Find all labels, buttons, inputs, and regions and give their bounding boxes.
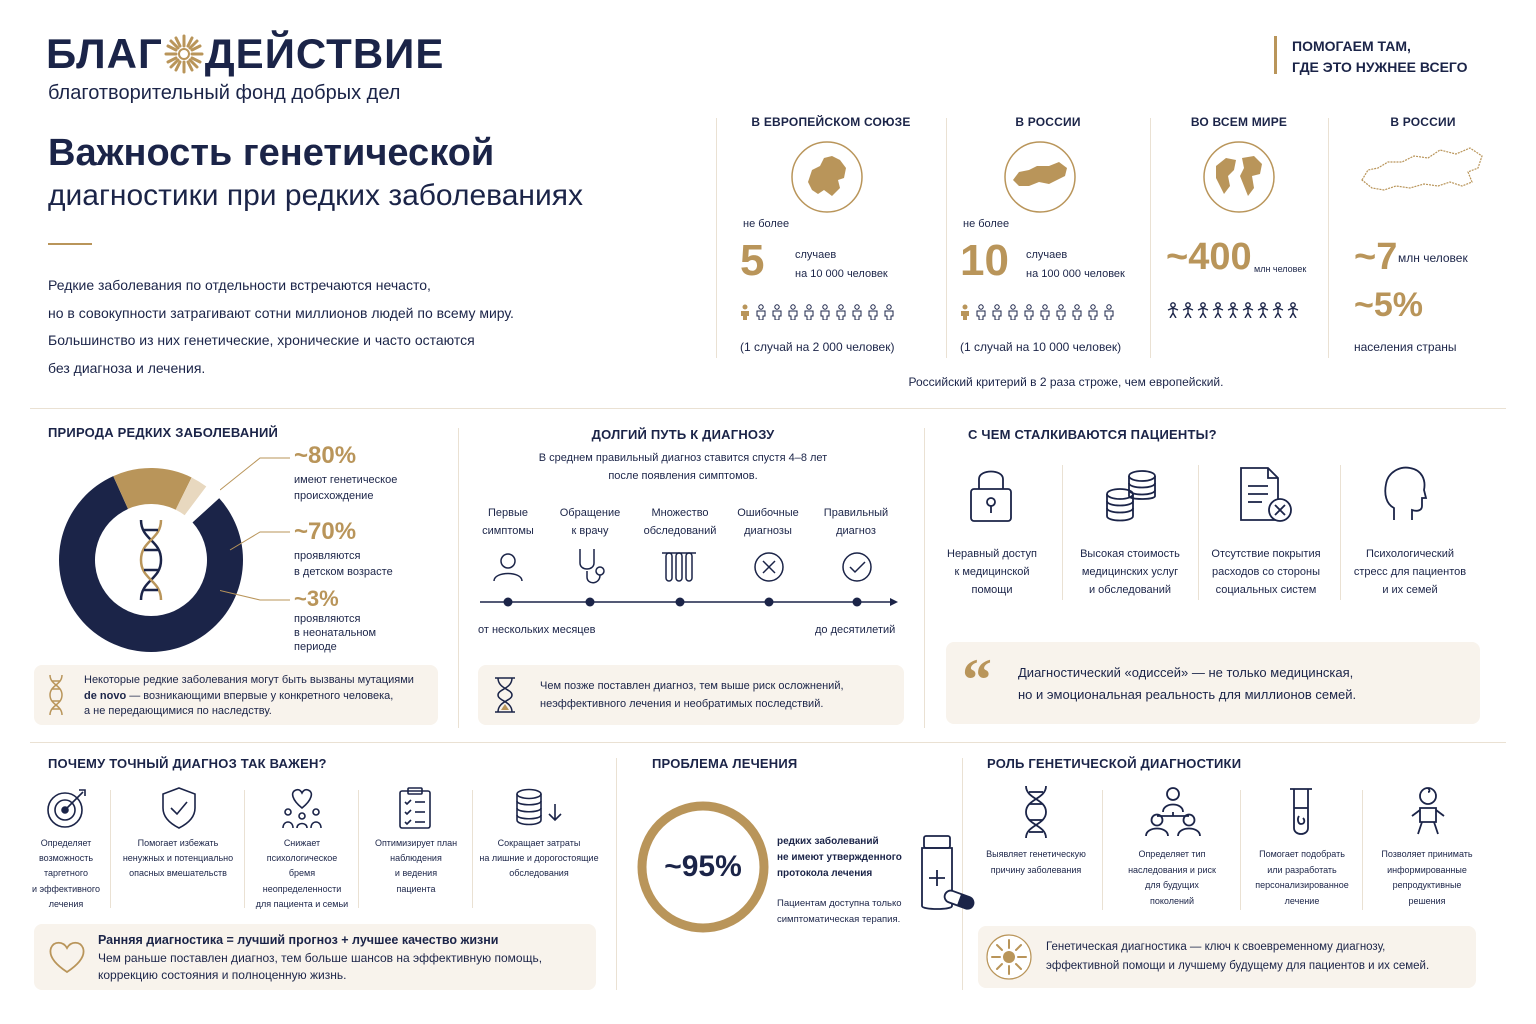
dna-icon — [141, 520, 161, 600]
why-note-box — [34, 924, 596, 990]
why-note-line: коррекцию состояния и полноценную жизнь. — [98, 968, 347, 982]
why-line: ненужных и потенциально — [122, 853, 234, 864]
challenge-line: социальных систем — [1215, 584, 1317, 596]
divider — [244, 790, 245, 908]
why-label — [246, 836, 358, 912]
divider — [1340, 465, 1341, 600]
divider — [946, 118, 947, 358]
why-line: возможность — [38, 853, 94, 864]
nature-line: имеют генетическое — [294, 474, 398, 486]
person-icon — [1181, 302, 1195, 318]
challenge-line: Отсутствие покрытия — [1211, 548, 1321, 560]
why-line: Сокращает затраты — [497, 838, 581, 848]
role-line: лечение — [1284, 895, 1320, 906]
stat-ru-unit1: случаев — [1026, 249, 1068, 261]
section-divider — [30, 408, 1506, 409]
shield-check-icon — [160, 786, 198, 830]
person-icon — [1211, 302, 1225, 318]
tagline-line: ПОМОГАЕМ ТАМ, — [1292, 38, 1411, 54]
path-step-label — [635, 504, 725, 540]
why-line: для пациента и семьи — [255, 898, 349, 909]
stat-ru-unit — [1026, 246, 1125, 284]
challenges-title: С ЧЕМ СТАЛКИВАЮТСЯ ПАЦИЕНТЫ? — [968, 427, 1217, 442]
role-line: причину заболевания — [990, 864, 1082, 875]
person-icon — [1256, 302, 1270, 318]
why-label — [112, 836, 244, 882]
stat-ru-number: 10 — [960, 236, 1009, 285]
nature-line: проявляются — [294, 613, 361, 625]
target-icon — [45, 786, 89, 830]
person-icon — [1166, 302, 1180, 318]
path-from: от нескольких месяцев — [478, 624, 596, 636]
why-line: Определяет — [40, 838, 92, 848]
treatment-title: ПРОБЛЕМА ЛЕЧЕНИЯ — [652, 756, 798, 771]
person-icon — [850, 304, 864, 320]
treatment-bold — [777, 834, 902, 882]
baby-icon — [1408, 786, 1448, 838]
person-icon — [882, 304, 896, 320]
why-line: и эффективного — [32, 883, 100, 894]
role-line: поколений — [1149, 895, 1194, 906]
stat-ru2-unit: млн человек — [1398, 251, 1468, 265]
stat-world-header: ВО ВСЕМ МИРЕ — [1190, 115, 1288, 129]
nature-line: в детском возрасте — [294, 566, 393, 578]
why-line: наблюдения — [390, 853, 442, 864]
stat-ru-note: (1 случай на 10 000 человек) — [960, 340, 1122, 354]
person-icon — [1226, 302, 1240, 318]
stat-world-unit: млн человек — [1254, 264, 1307, 274]
stat-ru2-number2: ~5% — [1354, 286, 1423, 324]
nature-value: ~70% — [294, 518, 357, 545]
treatment-bold-line: не имеют утвержденного — [777, 852, 902, 863]
challenge-line: стресс для пациентов — [1353, 566, 1467, 578]
role-line: Выявляет генетическую — [986, 849, 1086, 859]
path-step-line: Правильный — [823, 507, 889, 519]
dna-icon — [1020, 786, 1052, 838]
person-icon — [770, 304, 784, 320]
de-novo-term: de novo — [84, 689, 127, 702]
stat-ru2-header: В РОССИИ — [1390, 115, 1456, 129]
challenge-label — [1198, 545, 1334, 599]
brand-subtitle: благотворительный фонд добрых дел — [48, 82, 401, 104]
stat-eu-header: В ЕВРОПЕЙСКОМ СОЮЗЕ — [751, 115, 911, 129]
path-step-line: Первые — [487, 507, 528, 519]
nature-title: ПРИРОДА РЕДКИХ ЗАБОЛЕВАНИЙ — [48, 425, 279, 440]
role-label — [1104, 847, 1240, 909]
people-row-eu — [738, 304, 896, 320]
why-title: ПОЧЕМУ ТОЧНЫЙ ДИАГНОЗ ТАК ВАЖЕН? — [48, 756, 327, 771]
divider — [924, 428, 925, 728]
coins-icon — [1104, 466, 1160, 524]
divider — [1362, 790, 1363, 910]
stat-ru-unit2: на 100 000 человек — [1026, 268, 1125, 280]
person-icon — [802, 304, 816, 320]
why-label — [360, 836, 472, 897]
test-tubes-icon — [662, 553, 696, 581]
stat-eu-unit — [795, 246, 888, 284]
challenge-line: к медицинской — [954, 566, 1030, 578]
why-line: обследования — [509, 868, 569, 879]
intro-line: без диагноза и лечения. — [48, 359, 206, 376]
person-icon — [754, 304, 768, 320]
stat-eu-unit2: на 10 000 человек — [795, 268, 888, 280]
nature-line: в неонатальном — [294, 627, 377, 639]
nature-note-line2-rest: — возникающими впервые у конкретного человека, — [126, 689, 394, 702]
divider — [472, 790, 473, 908]
path-timeline — [470, 545, 910, 615]
tagline — [1292, 36, 1468, 78]
why-note-text — [98, 932, 542, 985]
stethoscope-icon — [580, 549, 604, 583]
donut-leader-lines — [220, 450, 300, 630]
why-line: опасных вмешательств — [129, 868, 227, 879]
path-sub-line: после появления симптомов. — [608, 470, 758, 482]
challenge-label — [930, 545, 1054, 599]
challenge-line: и обследований — [1088, 584, 1172, 596]
treatment-note-line: симптоматическая терапия. — [777, 914, 901, 925]
treatment-note — [777, 896, 902, 928]
nature-line: периоде — [294, 641, 337, 653]
challenge-line: и их семей — [1382, 584, 1438, 596]
path-step-line: Ошибочные — [737, 507, 799, 519]
divider — [716, 118, 717, 358]
path-title: ДОЛГИЙ ПУТЬ К ДИАГНОЗУ — [591, 427, 775, 442]
divider — [1150, 118, 1151, 358]
path-step-label — [816, 504, 896, 540]
quote-line: но и эмоциональная реальность для миллионов семей. — [1018, 687, 1357, 702]
stat-ru2-number: ~7 — [1354, 236, 1398, 278]
intro-text — [48, 272, 514, 382]
why-note-line: Чем раньше поставлен диагноз, тем больше шансов на эффективную помощь, — [98, 950, 543, 965]
path-note-box — [478, 665, 904, 725]
role-line: Помогает подобрать — [1259, 849, 1345, 859]
brand-logo — [46, 30, 444, 78]
stat-ru-header: В РОССИИ — [1015, 115, 1081, 129]
check-circle-icon — [843, 553, 871, 581]
role-note-box — [978, 926, 1476, 988]
treatment-bold-line: редких заболеваний — [777, 836, 879, 847]
page-title-line2: диагностики при редких заболеваниях — [48, 179, 584, 212]
person-icon — [974, 304, 988, 320]
path-step-line: обследований — [643, 525, 717, 537]
stat-eu-note: (1 случай на 2 000 человек) — [740, 340, 895, 354]
nature-value: ~80% — [294, 442, 357, 469]
nature-note-line: Некоторые редкие заболевания могут быть вызваны мутациями — [84, 674, 414, 686]
person-icon — [494, 554, 522, 581]
role-label — [1242, 847, 1362, 909]
why-line: таргетного — [43, 868, 88, 879]
challenge-label — [1064, 545, 1196, 599]
challenge-line: расходов со стороны — [1212, 566, 1320, 578]
path-step-line: Обращение — [559, 507, 621, 519]
why-label — [474, 836, 604, 882]
person-icon — [1102, 304, 1116, 320]
person-icon — [958, 304, 972, 320]
person-icon — [786, 304, 800, 320]
person-icon — [1054, 304, 1068, 320]
challenge-line: медицинских услуг — [1081, 566, 1179, 578]
person-icon — [1086, 304, 1100, 320]
path-note-line: Чем позже поставлен диагноз, тем выше риск осложнений, — [540, 680, 844, 692]
world-globe-icon — [1202, 140, 1276, 214]
person-icon — [834, 304, 848, 320]
head-icon — [1382, 464, 1428, 522]
quote-mark-icon: “ — [962, 647, 992, 713]
test-tube-icon — [1286, 786, 1316, 838]
russia-globe-icon — [1003, 140, 1077, 214]
stat-world-number: ~400 — [1166, 236, 1252, 278]
path-step-line: Множество — [651, 507, 709, 519]
person-icon — [1070, 304, 1084, 320]
treatment-note-line: Пациентам доступна только — [777, 898, 902, 909]
person-icon — [1038, 304, 1052, 320]
role-line: репродуктивные — [1392, 880, 1462, 890]
person-icon — [1271, 302, 1285, 318]
divider — [1102, 790, 1103, 910]
stat-eu-prefix: не более — [743, 218, 790, 230]
nature-donut-chart — [56, 465, 246, 655]
person-icon — [866, 304, 880, 320]
role-line: или разработать — [1267, 864, 1337, 875]
treatment-value: ~95% — [664, 850, 742, 883]
quote-line: Диагностический «одиссей» — не только медицинская, — [1018, 665, 1354, 680]
brand-name-right: ДЕЙСТВИЕ — [204, 30, 445, 77]
section-divider — [30, 742, 1506, 743]
family-heart-icon — [280, 786, 324, 830]
cross-circle-icon — [755, 553, 783, 581]
why-line: бремя — [288, 868, 316, 879]
russia-map-icon — [1358, 140, 1488, 196]
challenge-line: помощи — [971, 584, 1013, 596]
role-label — [972, 847, 1100, 878]
lock-icon — [968, 465, 1014, 523]
path-sub-line: В среднем правильный диагноз ставится спустя 4–8 лет — [538, 452, 828, 464]
role-title: РОЛЬ ГЕНЕТИЧЕСКОЙ ДИАГНОСТИКИ — [987, 756, 1242, 771]
nature-note-text — [84, 673, 414, 720]
role-line: персонализированное — [1255, 880, 1349, 890]
stat-eu-number: 5 — [740, 236, 765, 285]
nature-note-line — [84, 689, 414, 705]
nature-item-2 — [294, 518, 393, 580]
path-to: до десятилетий — [815, 624, 896, 636]
path-note-line: неэффективного лечения и необратимых последствий. — [540, 698, 824, 710]
person-icon — [1241, 302, 1255, 318]
person-icon — [738, 304, 752, 320]
challenge-line: Неравный доступ — [947, 548, 1037, 560]
sunburst-icon — [986, 934, 1032, 980]
sun-emblem-icon — [164, 34, 204, 74]
path-step-line: симптомы — [482, 525, 534, 537]
divider — [1240, 790, 1241, 910]
divider — [1328, 118, 1329, 358]
nature-value: ~3% — [294, 586, 339, 611]
family-tree-icon — [1144, 786, 1202, 838]
person-icon — [1022, 304, 1036, 320]
why-line: на лишние и дорогостоящие — [479, 853, 599, 864]
person-icon — [1286, 302, 1300, 318]
europe-globe-icon — [790, 140, 864, 214]
page-title — [48, 130, 583, 216]
path-step-label — [468, 504, 548, 540]
why-line: и ведения — [394, 868, 438, 879]
why-line: пациента — [396, 883, 436, 894]
divider — [358, 790, 359, 908]
treatment-bold-line: протокола лечения — [777, 868, 873, 879]
why-line: Помогает избежать — [137, 838, 219, 848]
stat-ru-prefix: не более — [963, 218, 1010, 230]
hourglass-icon — [494, 677, 516, 713]
challenge-label — [1342, 545, 1478, 599]
document-cross-icon — [1238, 466, 1294, 524]
path-note-text — [540, 677, 844, 713]
role-line: Определяет тип — [1138, 849, 1206, 859]
role-line: Позволяет принимать — [1381, 849, 1473, 859]
path-subtitle — [458, 449, 908, 485]
why-line: психологическое — [266, 853, 338, 864]
tagline-line: ГДЕ ЭТО НУЖНЕЕ ВСЕГО — [1292, 59, 1468, 75]
stat-eu-unit1: случаев — [795, 249, 837, 261]
stat-ru2-note: населения страны — [1354, 340, 1457, 354]
path-step-label — [728, 504, 808, 540]
nature-line: происхождение — [294, 490, 374, 502]
intro-line: Редкие заболевания по отдельности встречаются нечасто, — [48, 277, 431, 293]
heart-icon — [48, 940, 86, 974]
nature-line: проявляются — [294, 550, 361, 562]
person-icon — [818, 304, 832, 320]
path-step-line: диагноз — [836, 525, 876, 537]
divider — [1062, 465, 1063, 600]
page-title-line1: Важность генетической — [48, 132, 495, 174]
why-line: лечения — [48, 898, 84, 909]
role-line: для будущих — [1145, 880, 1199, 890]
person-icon — [990, 304, 1004, 320]
intro-line: Большинство из них генетические, хронические и часто остаются — [48, 332, 475, 348]
nature-note-box — [34, 665, 438, 725]
path-step-line: к врачу — [571, 525, 609, 537]
coins-down-icon — [515, 786, 567, 830]
people-row-world — [1166, 302, 1300, 318]
person-icon — [1006, 304, 1020, 320]
role-line: решения — [1408, 895, 1446, 906]
tagline-bar — [1274, 36, 1277, 74]
stats-footnote: Российский критерий в 2 раза строже, чем европейский. — [908, 375, 1224, 389]
brand-name-left: БЛАГ — [46, 30, 163, 77]
why-label — [22, 836, 110, 912]
dna-small-icon — [46, 675, 66, 715]
divider — [110, 790, 111, 908]
role-label — [1364, 847, 1490, 909]
path-step-line: диагнозы — [744, 525, 792, 537]
why-line: Оптимизирует план — [374, 838, 458, 848]
nature-item-3 — [294, 586, 376, 654]
divider — [616, 758, 617, 990]
why-note-title: Ранняя диагностика = лучший прогноз + лучшее качество жизни — [98, 933, 499, 947]
role-note-line: эффективной помощи и лучшему будущему для пациентов и их семей. — [1046, 960, 1430, 972]
title-accent-rule — [48, 243, 92, 245]
nature-item-1 — [294, 442, 397, 504]
role-line: наследования и риск — [1128, 864, 1216, 875]
challenge-line: Психологический — [1365, 548, 1455, 560]
role-note-line: Генетическая диагностика — ключ к своевременному диагнозу, — [1046, 941, 1386, 953]
role-line: информированные — [1387, 864, 1467, 875]
why-line: неопределенности — [262, 883, 342, 894]
person-icon — [1196, 302, 1210, 318]
medicine-bottle-icon — [914, 834, 976, 914]
quote-text — [1018, 662, 1356, 706]
challenge-line: Высокая стоимость — [1080, 548, 1180, 560]
intro-line: но в совокупности затрагивают сотни миллионов людей по всему миру. — [48, 304, 514, 321]
role-note-text — [1046, 938, 1429, 976]
nature-note-line: а не передающимися по наследству. — [84, 705, 272, 717]
clipboard-icon — [397, 786, 433, 830]
path-step-label — [550, 504, 630, 540]
people-row-ru — [958, 304, 1116, 320]
quote-box — [946, 642, 1480, 724]
why-line: Снижает — [283, 838, 321, 848]
